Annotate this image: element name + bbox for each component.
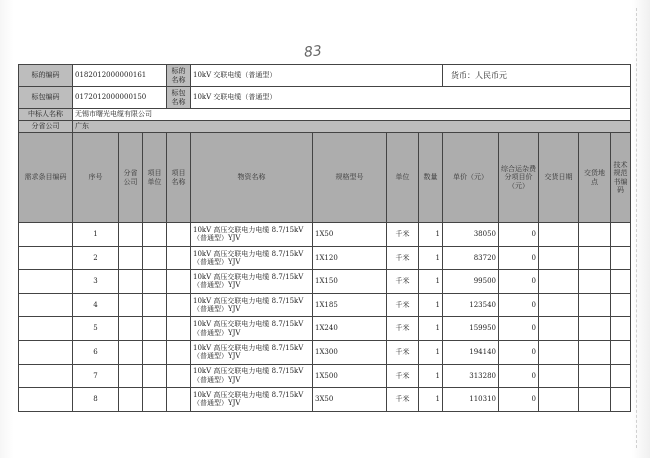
project-unit-cell [143, 246, 167, 270]
price-cell: 159950 [443, 317, 499, 341]
col-spec: 规格型号 [313, 133, 387, 223]
delivery-date-cell [539, 317, 579, 341]
demand-code-cell [19, 270, 73, 294]
branch-cell [119, 340, 143, 364]
branch-value: 广东 [73, 121, 631, 133]
price-cell: 123540 [443, 293, 499, 317]
delivery-place-cell [579, 293, 611, 317]
freight-cell: 0 [499, 270, 539, 294]
bid-code-value: 0182012000000161 [73, 65, 167, 87]
spec-cell: 1X240 [313, 317, 387, 341]
project-unit-cell [143, 340, 167, 364]
project-unit-cell [143, 293, 167, 317]
bid-detail-table [18, 64, 631, 412]
spec-cell: 1X500 [313, 364, 387, 388]
col-branch: 分省公司 [119, 133, 143, 223]
delivery-place-cell [579, 246, 611, 270]
demand-code-cell [19, 223, 73, 247]
project-unit-cell [143, 223, 167, 247]
winner-value: 无锡市曙光电缆有限公司 [73, 109, 631, 121]
freight-cell: 0 [499, 246, 539, 270]
freight-cell: 0 [499, 317, 539, 341]
delivery-date-cell [539, 270, 579, 294]
tech-spec-cell [611, 364, 631, 388]
delivery-date-cell [539, 340, 579, 364]
table-row [19, 293, 631, 317]
qty-cell: 1 [419, 223, 443, 247]
tech-spec-cell [611, 340, 631, 364]
qty-cell: 1 [419, 317, 443, 341]
spec-cell: 1X300 [313, 340, 387, 364]
spec-cell: 1X150 [313, 270, 387, 294]
table-body [19, 223, 631, 412]
price-cell: 110310 [443, 388, 499, 412]
table-row [19, 270, 631, 294]
material-cell: 10kV 高压交联电力电缆 8.7/15kV（普通型）YJV [191, 340, 313, 364]
col-qty: 数量 [419, 133, 443, 223]
project-name-cell [167, 246, 191, 270]
bid-name-label: 标的名称 [167, 65, 191, 87]
unit-cell: 千米 [387, 388, 419, 412]
material-cell: 10kV 高压交联电力电缆 8.7/15kV（普通型）YJV [191, 246, 313, 270]
demand-code-cell [19, 293, 73, 317]
seq-cell: 7 [73, 364, 119, 388]
bid-code-label: 标的编码 [19, 65, 73, 87]
unit-cell: 千米 [387, 340, 419, 364]
branch-cell [119, 317, 143, 341]
qty-cell: 1 [419, 270, 443, 294]
delivery-place-cell [579, 317, 611, 341]
col-project-unit: 项目单位 [143, 133, 167, 223]
table-row [19, 340, 631, 364]
freight-cell: 0 [499, 388, 539, 412]
material-cell: 10kV 高压交联电力电缆 8.7/15kV（普通型）YJV [191, 270, 313, 294]
package-name-value: 10kV 交联电缆（普通型） [191, 87, 631, 109]
table-row [19, 223, 631, 247]
material-cell: 10kV 高压交联电力电缆 8.7/15kV（普通型）YJV [191, 364, 313, 388]
unit-cell: 千米 [387, 246, 419, 270]
package-name-label: 标包名称 [167, 87, 191, 109]
col-tech-spec-code: 技术规范书编码 [611, 133, 631, 223]
spec-cell: 1X185 [313, 293, 387, 317]
delivery-place-cell [579, 388, 611, 412]
handwritten-page-number: 83 [303, 43, 323, 61]
project-unit-cell [143, 270, 167, 294]
seq-cell: 8 [73, 388, 119, 412]
table-row [19, 388, 631, 412]
project-unit-cell [143, 364, 167, 388]
freight-cell: 0 [499, 293, 539, 317]
branch-cell [119, 270, 143, 294]
qty-cell: 1 [419, 246, 443, 270]
table-row [19, 364, 631, 388]
tech-spec-cell [611, 293, 631, 317]
branch-cell [119, 364, 143, 388]
freight-cell: 0 [499, 340, 539, 364]
delivery-place-cell [579, 270, 611, 294]
spec-cell: 1X50 [313, 223, 387, 247]
material-cell: 10kV 高压交联电力电缆 8.7/15kV（普通型）YJV [191, 317, 313, 341]
col-material-name: 物资名称 [191, 133, 313, 223]
delivery-date-cell [539, 246, 579, 270]
seq-cell: 6 [73, 340, 119, 364]
package-code-label: 标包编码 [19, 87, 73, 109]
spec-cell: 3X50 [313, 388, 387, 412]
tech-spec-cell [611, 270, 631, 294]
demand-code-cell [19, 246, 73, 270]
delivery-place-cell [579, 223, 611, 247]
price-cell: 194140 [443, 340, 499, 364]
currency-note: 货币：人民币元 [443, 65, 631, 87]
col-demand-code: 需求条目编码 [19, 133, 73, 223]
demand-code-cell [19, 317, 73, 341]
seq-cell: 4 [73, 293, 119, 317]
col-project-name: 项目名称 [167, 133, 191, 223]
seq-cell: 1 [73, 223, 119, 247]
unit-cell: 千米 [387, 317, 419, 341]
freight-cell: 0 [499, 223, 539, 247]
project-unit-cell [143, 388, 167, 412]
branch-cell [119, 223, 143, 247]
column-header-row [19, 133, 631, 223]
project-name-cell [167, 223, 191, 247]
price-cell: 83720 [443, 246, 499, 270]
table-row [19, 317, 631, 341]
unit-cell: 千米 [387, 223, 419, 247]
price-cell: 99500 [443, 270, 499, 294]
seq-cell: 2 [73, 246, 119, 270]
delivery-date-cell [539, 223, 579, 247]
delivery-place-cell [579, 364, 611, 388]
qty-cell: 1 [419, 364, 443, 388]
branch-cell [119, 388, 143, 412]
tech-spec-cell [611, 317, 631, 341]
freight-cell: 0 [499, 364, 539, 388]
delivery-date-cell [539, 293, 579, 317]
project-name-cell [167, 388, 191, 412]
project-name-cell [167, 270, 191, 294]
branch-label: 分省公司 [19, 121, 73, 133]
col-seq: 序号 [73, 133, 119, 223]
bid-name-value: 10kV 交联电缆（普通型） [191, 65, 443, 87]
material-cell: 10kV 高压交联电力电缆 8.7/15kV（普通型）YJV [191, 293, 313, 317]
demand-code-cell [19, 388, 73, 412]
tech-spec-cell [611, 223, 631, 247]
col-unit: 单位 [387, 133, 419, 223]
project-unit-cell [143, 317, 167, 341]
qty-cell: 1 [419, 293, 443, 317]
delivery-date-cell [539, 388, 579, 412]
project-name-cell [167, 340, 191, 364]
delivery-date-cell [539, 364, 579, 388]
demand-code-cell [19, 340, 73, 364]
qty-cell: 1 [419, 340, 443, 364]
branch-cell [119, 246, 143, 270]
col-unit-price: 单价（元） [443, 133, 499, 223]
demand-code-cell [19, 364, 73, 388]
qty-cell: 1 [419, 388, 443, 412]
col-delivery-date: 交货日期 [539, 133, 579, 223]
unit-cell: 千米 [387, 293, 419, 317]
seq-cell: 3 [73, 270, 119, 294]
winner-label: 中标人名称 [19, 109, 73, 121]
tech-spec-cell [611, 388, 631, 412]
binding-edge [636, 8, 647, 448]
col-delivery-place: 交货地点 [579, 133, 611, 223]
seq-cell: 5 [73, 317, 119, 341]
project-name-cell [167, 364, 191, 388]
package-code-value: 0172012000000150 [73, 87, 167, 109]
material-cell: 10kV 高压交联电力电缆 8.7/15kV（普通型）YJV [191, 388, 313, 412]
project-name-cell [167, 293, 191, 317]
table-row [19, 246, 631, 270]
spec-cell: 1X120 [313, 246, 387, 270]
tech-spec-cell [611, 246, 631, 270]
col-freight: 综合运杂费分项目价（元） [499, 133, 539, 223]
price-cell: 38050 [443, 223, 499, 247]
unit-cell: 千米 [387, 364, 419, 388]
branch-cell [119, 293, 143, 317]
delivery-place-cell [579, 340, 611, 364]
material-cell: 10kV 高压交联电力电缆 8.7/15kV（普通型）YJV [191, 223, 313, 247]
project-name-cell [167, 317, 191, 341]
unit-cell: 千米 [387, 270, 419, 294]
price-cell: 313280 [443, 364, 499, 388]
